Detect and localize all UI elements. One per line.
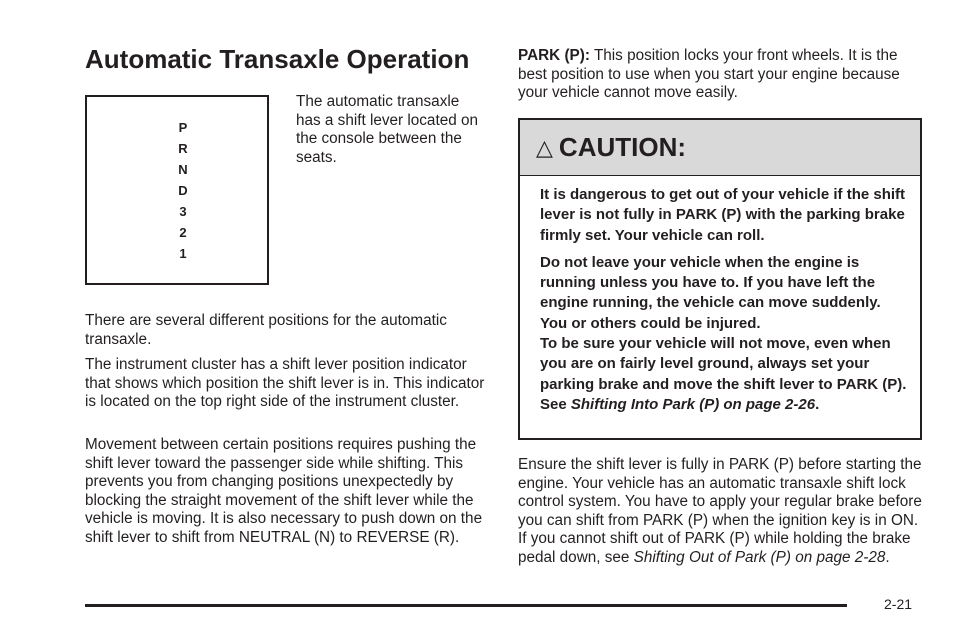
body-paragraph: Movement between certain positions requires pushing the shift lever toward the passenger side while shifting. This prevents you from changing positions unexpectedly by blocking the straight movement of the shift lever while the vehicle is moving. It is also necessary to push down on the shift lever to shift from NEUTRAL (N) to REVERSE (R).	[85, 436, 483, 546]
shift-position-label: N	[178, 162, 188, 177]
shift-position-label: 3	[179, 204, 187, 219]
intro-paragraph: The automatic transaxle has a shift lever located on the console between the seats.	[296, 93, 478, 166]
caution-paragraph: To be sure your vehicle will not move, even when you are on fairly level ground, always set your parking brake and move the shift lever to PARK (P). See Shifting Into Park (P) on page 2-26.	[540, 335, 907, 413]
page-number: 2-21	[884, 596, 913, 612]
cross-reference-link[interactable]: Shifting Out of Park (P) on page 2-28	[633, 548, 886, 566]
footer-rule	[85, 604, 847, 607]
shift-position-label: 2	[179, 225, 187, 240]
park-label: PARK (P):	[518, 47, 590, 64]
caution-box	[518, 118, 922, 440]
shift-position-label: D	[178, 183, 188, 198]
warning-triangle-icon: △	[536, 134, 553, 160]
ensure-paragraph: Ensure the shift lever is fully in PARK (P) before starting the engine. Your vehicle has an automatic transaxle shift lock control system. You have to apply your regular brake before you can shift from PARK (P) when the ignition key is in ON. If you cannot shift out of PARK (P) while holding the brake pedal down, see Shifting Out of Park (P) on page 2-28.	[518, 456, 922, 566]
caution-paragraph: It is dangerous to get out of your vehicle if the shift lever is not fully in PARK (P) with the parking brake firmly set. Your vehicle can roll.	[540, 186, 906, 244]
caution-body	[540, 185, 910, 415]
park-text: This position locks your front wheels. It is the best position to use when you start your engine because your vehicle cannot move easily.	[518, 47, 900, 102]
caution-header	[520, 120, 920, 176]
park-paragraph	[518, 47, 928, 103]
body-paragraph: The instrument cluster has a shift lever position indicator that shows which position the shift lever is in. This indicator is located on the top right side of the instrument cluster.	[85, 356, 485, 411]
caution-title: CAUTION:	[558, 132, 687, 162]
shift-pattern-diagram	[85, 95, 269, 285]
shift-position-label: 1	[179, 246, 187, 261]
caution-paragraph: Do not leave your vehicle when the engine is running unless you have to. If you have left the engine running, the vehicle can move suddenly. You or others could be injured.	[540, 253, 881, 332]
shift-position-label: R	[178, 141, 188, 156]
cross-reference-link[interactable]: Shifting Into Park (P) on page 2-26	[570, 395, 816, 413]
page-title: Automatic Transaxle Operation	[85, 44, 470, 74]
body-paragraph: There are several different positions for the automatic transaxle.	[85, 312, 447, 348]
shift-position-label: P	[178, 120, 188, 135]
